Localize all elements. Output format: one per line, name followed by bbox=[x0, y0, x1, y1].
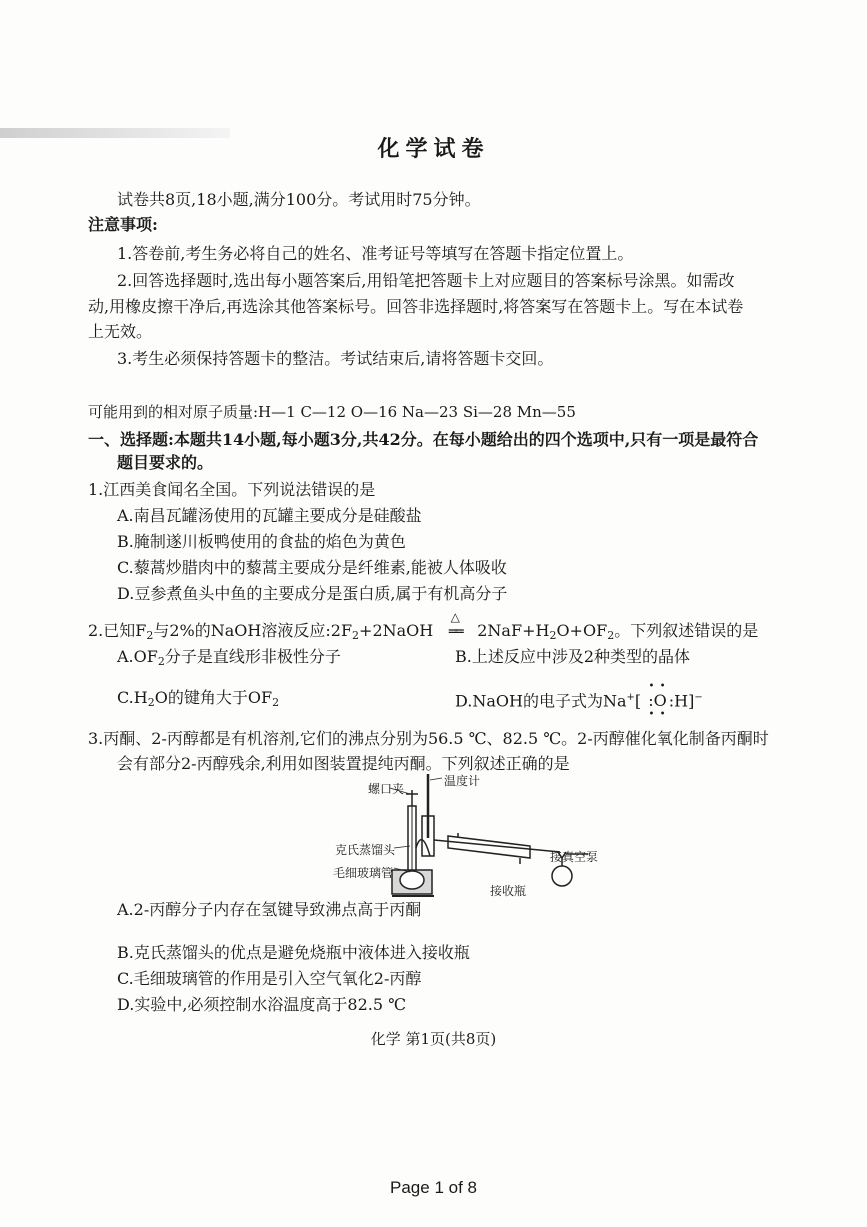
distilling-flask-shape bbox=[400, 871, 424, 889]
label-thermometer: 温度计 bbox=[444, 774, 481, 788]
note-item: 3.考生必须保持答题卡的整洁。考试结束后,请将答题卡交回。 bbox=[117, 349, 554, 368]
q1-option-c: C.藜蒿炒腊肉中的藜蒿主要成分是纤维素,能被人体吸收 bbox=[117, 558, 507, 577]
q1-option-d: D.豆参煮鱼头中鱼的主要成分是蛋白质,属于有机高分子 bbox=[117, 584, 508, 603]
q2-a-text: A.OF bbox=[117, 647, 158, 666]
question-2-stem bbox=[88, 610, 759, 646]
q2-text: 2NaF+H bbox=[477, 621, 550, 640]
question-3-stem-cont: 会有部分2-丙醇残余,利用如图装置提纯丙酮。下列叙述正确的是 bbox=[117, 754, 570, 773]
q2-option-c bbox=[117, 688, 279, 713]
oxygen-symbol: O bbox=[653, 691, 667, 711]
bracket-close: :H] bbox=[668, 691, 695, 711]
q2-option-a bbox=[117, 647, 341, 672]
subscript: 2 bbox=[157, 655, 165, 668]
q2-a-text: 分子是直线形非极性分子 bbox=[164, 647, 341, 666]
question-1-stem: 1.江西美食闻名全国。下列说法错误的是 bbox=[88, 480, 376, 499]
q3-option-c: C.毛细玻璃管的作用是引入空气氧化2-丙醇 bbox=[117, 969, 422, 988]
notes-heading: 注意事项: bbox=[88, 215, 158, 234]
page-number: Page 1 of 8 bbox=[390, 1178, 477, 1197]
label-vacuum-pump: 接真空泵 bbox=[550, 850, 599, 864]
lone-pair-top: • • bbox=[648, 681, 667, 693]
charge-minus: − bbox=[694, 692, 703, 703]
claisen-bridge bbox=[416, 840, 430, 856]
page-footer: 化学 第1页(共8页) bbox=[370, 1030, 497, 1048]
subscript: 2 bbox=[352, 629, 360, 642]
label-claisen-head: 克氏蒸馏头 bbox=[335, 843, 396, 857]
section-heading-cont: 题目要求的。 bbox=[117, 453, 214, 472]
heat-arrow bbox=[433, 610, 477, 642]
subscript: 2 bbox=[146, 629, 154, 642]
receiver-flask-shape bbox=[552, 866, 572, 886]
q2-c-text: C.H bbox=[117, 688, 148, 707]
atomic-masses: 可能用到的相对原子质量:H—1 C—12 O—16 Na—23 Si—28 Mn—55 bbox=[88, 403, 576, 421]
q2-text: +2NaOH bbox=[359, 621, 434, 640]
delta-symbol: △ bbox=[450, 610, 460, 624]
subscript: 2 bbox=[272, 696, 280, 709]
label-screw-clamp: 螺口夹 bbox=[368, 782, 405, 796]
lewis-oxygen: • • :O • • bbox=[648, 681, 667, 721]
section-heading: 一、选择题:本题共14小题,每小题3分,共42分。在每小题给出的四个选项中,只有一项是最符合 bbox=[88, 430, 759, 449]
q2-text: 与2%的NaOH溶液反应:2F bbox=[153, 621, 353, 640]
q2-c-text: O的键角大于OF bbox=[154, 688, 273, 707]
note-item: 2.回答选择题时,选出每小题答案后,用铅笔把答题卡上对应题目的答案标号涂黑。如需改 bbox=[117, 271, 735, 290]
exam-intro: 试卷共8页,18小题,满分100分。考试用时75分钟。 bbox=[117, 190, 481, 209]
subscript: 2 bbox=[549, 629, 557, 642]
q2-text: O+OF bbox=[556, 621, 608, 640]
q3-option-d: D.实验中,必须控制水浴温度高于82.5 ℃ bbox=[117, 995, 407, 1014]
page-title: 化学试卷 bbox=[377, 136, 490, 162]
q2-option-b: B.上述反应中涉及2种类型的晶体 bbox=[455, 647, 691, 666]
question-3-stem: 3.丙酮、2-丙醇都是有机溶剂,它们的沸点分别为56.5 ℃、82.5 ℃。2-丙醇催化氧化制备丙酮时 bbox=[88, 729, 769, 748]
bracket-open: [ bbox=[634, 691, 642, 711]
condenser-jacket bbox=[448, 836, 530, 858]
subscript: 2 bbox=[607, 629, 615, 642]
q1-option-b: B.腌制遂川板鸭使用的食盐的焰色为黄色 bbox=[117, 532, 406, 551]
q3-option-b: B.克氏蒸馏头的优点是避免烧瓶中液体进入接收瓶 bbox=[117, 943, 470, 962]
q3-option-a: A.2-丙醇分子内存在氢键导致沸点高于丙酮 bbox=[117, 900, 422, 919]
equals-bar: ══ bbox=[448, 624, 462, 640]
label-receiver-flask: 接收瓶 bbox=[490, 884, 527, 898]
lone-pair-bottom: • • bbox=[648, 709, 667, 721]
q2-text: 。下列叙述错误的是 bbox=[614, 621, 759, 640]
leader-line bbox=[430, 778, 442, 780]
q2-d-text: D.NaOH的电子式为Na bbox=[455, 691, 627, 711]
note-item: 动,用橡皮擦干净后,再选涂其他答案标号。回答非选择题时,将答案写在答题卡上。写在本试卷 bbox=[88, 297, 744, 316]
charge-plus: + bbox=[626, 692, 635, 703]
label-capillary-tube: 毛细玻璃管 bbox=[333, 866, 394, 880]
note-item: 1.答卷前,考生务必将自己的姓名、准考证号等填写在答题卡指定位置上。 bbox=[117, 244, 634, 263]
q1-option-a: A.南昌瓦罐汤使用的瓦罐主要成分是硅酸盐 bbox=[117, 506, 422, 525]
note-item: 上无效。 bbox=[88, 322, 153, 341]
subscript: 2 bbox=[147, 696, 155, 709]
q2-text: 2.已知F bbox=[88, 621, 147, 640]
q2-option-d bbox=[455, 681, 703, 721]
